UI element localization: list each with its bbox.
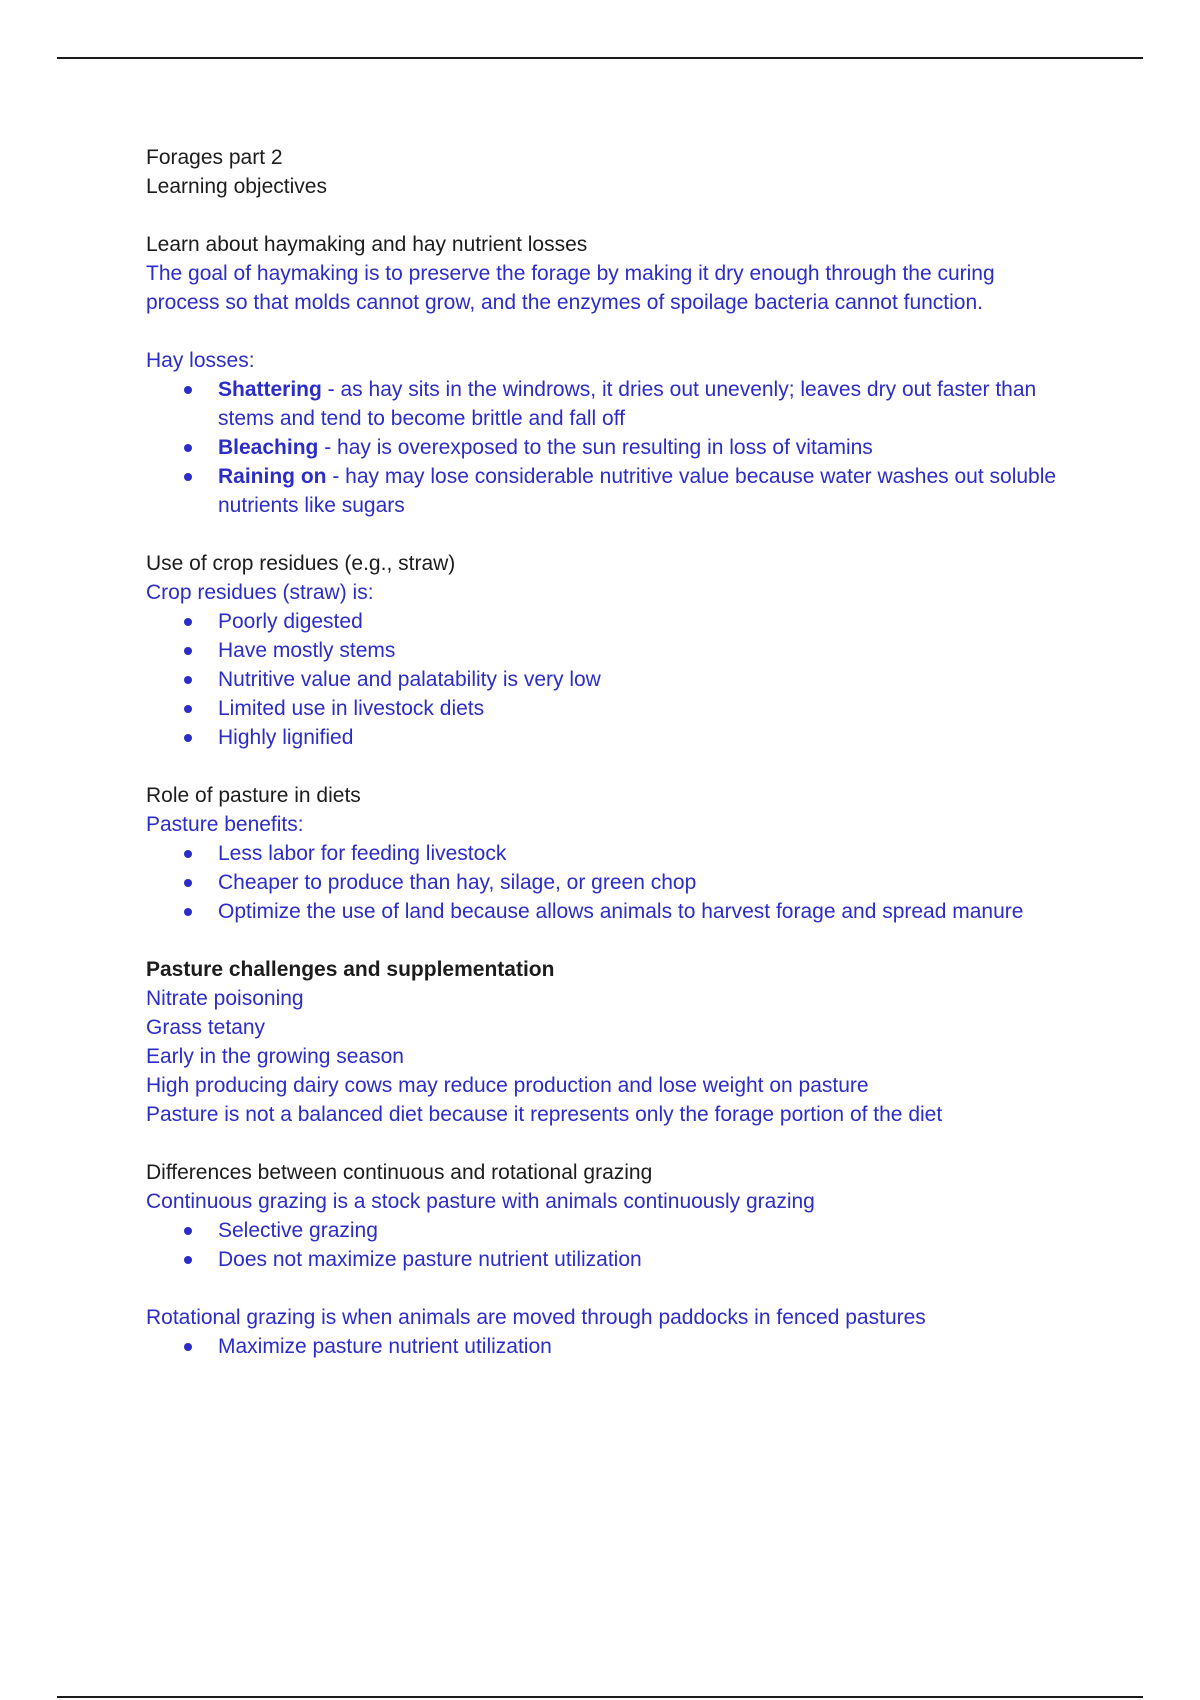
- list-item: [218, 375, 1078, 433]
- challenge-line: High producing dairy cows may reduce production and lose weight on pasture: [146, 1074, 869, 1097]
- list-item: Does not maximize pasture nutrient utilization: [218, 1245, 1146, 1274]
- grazing-heading: Differences between continuous and rotational grazing: [146, 1161, 653, 1184]
- haymaking-goal: The goal of haymaking is to preserve the forage by making it dry enough through the curing process so that molds cannot grow, and the enzymes of spoilage bacteria cannot function.: [146, 262, 995, 314]
- challenge-line: Pasture is not a balanced diet because it represents only the forage portion of the diet: [146, 1103, 943, 1126]
- list-item: Cheaper to produce than hay, silage, or green chop: [218, 868, 1146, 897]
- challenge-line: Grass tetany: [146, 1016, 266, 1039]
- haymaking-heading: Learn about haymaking and hay nutrient losses: [146, 233, 588, 256]
- page-subtitle: Learning objectives: [146, 175, 327, 198]
- hay-losses-list: [146, 375, 1078, 520]
- continuous-grazing-list: [146, 1216, 1146, 1274]
- challenges-heading: Pasture challenges and supplementation: [146, 958, 555, 981]
- page-title: Forages part 2: [146, 146, 283, 169]
- list-item: Poorly digested: [218, 607, 1146, 636]
- loss-text: - hay may lose considerable nutritive value because water washes out soluble nutrients like sugars: [218, 465, 1057, 517]
- crop-residues-heading: Use of crop residues (e.g., straw): [146, 552, 456, 575]
- crop-residues-label: Crop residues (straw) is:: [146, 581, 374, 604]
- pasture-benefits-list: [146, 839, 1146, 926]
- document-body: [146, 143, 1146, 1361]
- top-rule: [57, 57, 1143, 59]
- crop-residues-list: [146, 607, 1146, 752]
- loss-term: Shattering: [218, 378, 322, 401]
- pasture-benefits-label: Pasture benefits:: [146, 813, 304, 836]
- loss-text: - hay is overexposed to the sun resulting in loss of vitamins: [318, 436, 873, 459]
- list-item: [218, 462, 1078, 520]
- rotational-grazing-list: [146, 1332, 1146, 1361]
- challenge-line: Early in the growing season: [146, 1045, 404, 1068]
- list-item: [218, 433, 1078, 462]
- list-item: Nutritive value and palatability is very low: [218, 665, 1146, 694]
- challenge-line: Nitrate poisoning: [146, 987, 304, 1010]
- list-item: Highly lignified: [218, 723, 1146, 752]
- loss-term: Bleaching: [218, 436, 319, 459]
- list-item: Optimize the use of land because allows animals to harvest forage and spread manure: [218, 897, 1146, 926]
- rotational-grazing-text: Rotational grazing is when animals are moved through paddocks in fenced pastures: [146, 1306, 926, 1329]
- list-item: Maximize pasture nutrient utilization: [218, 1332, 1146, 1361]
- loss-text: - as hay sits in the windrows, it dries out unevenly; leaves dry out faster than stems and tend to become brittle and fall off: [218, 378, 1037, 430]
- continuous-grazing-text: Continuous grazing is a stock pasture with animals continuously grazing: [146, 1190, 815, 1213]
- list-item: Limited use in livestock diets: [218, 694, 1146, 723]
- hay-losses-label: Hay losses:: [146, 349, 255, 372]
- list-item: Less labor for feeding livestock: [218, 839, 1146, 868]
- list-item: Selective grazing: [218, 1216, 1146, 1245]
- pasture-heading: Role of pasture in diets: [146, 784, 361, 807]
- loss-term: Raining on: [218, 465, 327, 488]
- list-item: Have mostly stems: [218, 636, 1146, 665]
- bottom-rule: [57, 1696, 1143, 1698]
